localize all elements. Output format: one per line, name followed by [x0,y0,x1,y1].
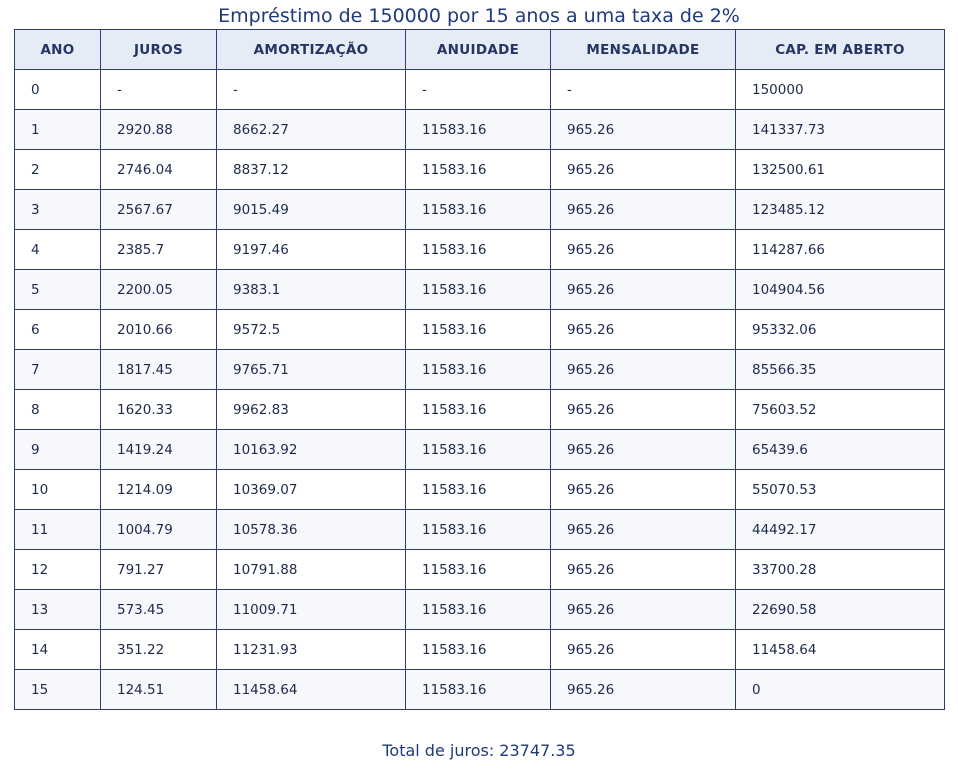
cell-juros: 2200.05 [101,270,217,310]
cell-capital-em-aberto: 141337.73 [736,110,945,150]
cell-ano: 1 [15,110,101,150]
table-row [15,590,945,630]
cell-amortizacao: 9383.1 [217,270,406,310]
cell-juros: 2746.04 [101,150,217,190]
cell-mensalidade: 965.26 [551,310,736,350]
cell-anuidade: 11583.16 [406,630,551,670]
cell-mensalidade: 965.26 [551,510,736,550]
cell-anuidade: 11583.16 [406,590,551,630]
table-row [15,70,945,110]
cell-amortizacao: 9962.83 [217,390,406,430]
cell-capital-em-aberto: 104904.56 [736,270,945,310]
cell-capital-em-aberto: 95332.06 [736,310,945,350]
cell-juros: 1004.79 [101,510,217,550]
table-row [15,470,945,510]
cell-anuidade: 11583.16 [406,110,551,150]
cell-mensalidade: 965.26 [551,430,736,470]
cell-capital-em-aberto: 33700.28 [736,550,945,590]
cell-capital-em-aberto: 65439.6 [736,430,945,470]
cell-amortizacao: 11458.64 [217,670,406,710]
cell-anuidade: - [406,70,551,110]
cell-ano: 7 [15,350,101,390]
cell-amortizacao: 10578.36 [217,510,406,550]
table-row [15,150,945,190]
cell-ano: 14 [15,630,101,670]
cell-amortizacao: 9572.5 [217,310,406,350]
cell-capital-em-aberto: 0 [736,670,945,710]
cell-ano: 5 [15,270,101,310]
cell-mensalidade: 965.26 [551,270,736,310]
column-header-capital-em-aberto: CAP. EM ABERTO [736,30,945,70]
page-title: Empréstimo de 150000 por 15 anos a uma taxa de 2% [218,5,740,27]
column-header-ano: ANO [15,30,101,70]
cell-capital-em-aberto: 132500.61 [736,150,945,190]
cell-mensalidade: 965.26 [551,150,736,190]
cell-anuidade: 11583.16 [406,470,551,510]
table-row [15,110,945,150]
cell-anuidade: 11583.16 [406,350,551,390]
column-header-juros: JUROS [101,30,217,70]
cell-juros: 1817.45 [101,350,217,390]
cell-juros: - [101,70,217,110]
cell-ano: 6 [15,310,101,350]
cell-capital-em-aberto: 75603.52 [736,390,945,430]
cell-ano: 3 [15,190,101,230]
table-row [15,190,945,230]
table-row [15,350,945,390]
cell-amortizacao: 8662.27 [217,110,406,150]
cell-mensalidade: 965.26 [551,390,736,430]
table-row [15,550,945,590]
table-header-row [15,30,945,70]
table-row [15,270,945,310]
table-row [15,430,945,470]
cell-amortizacao: 10369.07 [217,470,406,510]
table-row [15,390,945,430]
cell-anuidade: 11583.16 [406,430,551,470]
cell-amortizacao: 9015.49 [217,190,406,230]
cell-juros: 791.27 [101,550,217,590]
amortization-table [14,29,945,710]
cell-ano: 8 [15,390,101,430]
cell-mensalidade: 965.26 [551,230,736,270]
cell-ano: 9 [15,430,101,470]
cell-ano: 15 [15,670,101,710]
cell-ano: 4 [15,230,101,270]
cell-capital-em-aberto: 44492.17 [736,510,945,550]
cell-mensalidade: 965.26 [551,110,736,150]
table-row [15,510,945,550]
cell-anuidade: 11583.16 [406,510,551,550]
cell-amortizacao: 10791.88 [217,550,406,590]
cell-juros: 1214.09 [101,470,217,510]
cell-ano: 2 [15,150,101,190]
cell-mensalidade: 965.26 [551,550,736,590]
cell-amortizacao: 8837.12 [217,150,406,190]
cell-capital-em-aberto: 11458.64 [736,630,945,670]
table-row [15,230,945,270]
cell-anuidade: 11583.16 [406,310,551,350]
cell-capital-em-aberto: 22690.58 [736,590,945,630]
cell-capital-em-aberto: 85566.35 [736,350,945,390]
cell-anuidade: 11583.16 [406,550,551,590]
cell-ano: 10 [15,470,101,510]
total-interest: Total de juros: 23747.35 [382,741,576,760]
cell-capital-em-aberto: 55070.53 [736,470,945,510]
column-header-amortizacao: AMORTIZAÇÃO [217,30,406,70]
cell-mensalidade: 965.26 [551,350,736,390]
column-header-mensalidade: MENSALIDADE [551,30,736,70]
table-body [15,70,945,710]
cell-mensalidade: 965.26 [551,470,736,510]
cell-amortizacao: 9197.46 [217,230,406,270]
cell-mensalidade: 965.26 [551,190,736,230]
cell-anuidade: 11583.16 [406,190,551,230]
cell-amortizacao: 11231.93 [217,630,406,670]
cell-ano: 13 [15,590,101,630]
table-row [15,630,945,670]
cell-juros: 2385.7 [101,230,217,270]
cell-juros: 351.22 [101,630,217,670]
cell-amortizacao: 11009.71 [217,590,406,630]
cell-juros: 573.45 [101,590,217,630]
cell-juros: 1419.24 [101,430,217,470]
cell-amortizacao: - [217,70,406,110]
cell-amortizacao: 9765.71 [217,350,406,390]
cell-anuidade: 11583.16 [406,230,551,270]
cell-anuidade: 11583.16 [406,150,551,190]
cell-ano: 11 [15,510,101,550]
cell-mensalidade: 965.26 [551,670,736,710]
table-row [15,310,945,350]
cell-mensalidade: - [551,70,736,110]
cell-juros: 2567.67 [101,190,217,230]
cell-ano: 12 [15,550,101,590]
cell-amortizacao: 10163.92 [217,430,406,470]
table-row [15,670,945,710]
cell-capital-em-aberto: 114287.66 [736,230,945,270]
cell-ano: 0 [15,70,101,110]
cell-anuidade: 11583.16 [406,390,551,430]
cell-juros: 2920.88 [101,110,217,150]
cell-capital-em-aberto: 150000 [736,70,945,110]
cell-anuidade: 11583.16 [406,670,551,710]
cell-mensalidade: 965.26 [551,630,736,670]
cell-capital-em-aberto: 123485.12 [736,190,945,230]
cell-juros: 124.51 [101,670,217,710]
cell-anuidade: 11583.16 [406,270,551,310]
cell-juros: 1620.33 [101,390,217,430]
cell-juros: 2010.66 [101,310,217,350]
cell-mensalidade: 965.26 [551,590,736,630]
column-header-anuidade: ANUIDADE [406,30,551,70]
